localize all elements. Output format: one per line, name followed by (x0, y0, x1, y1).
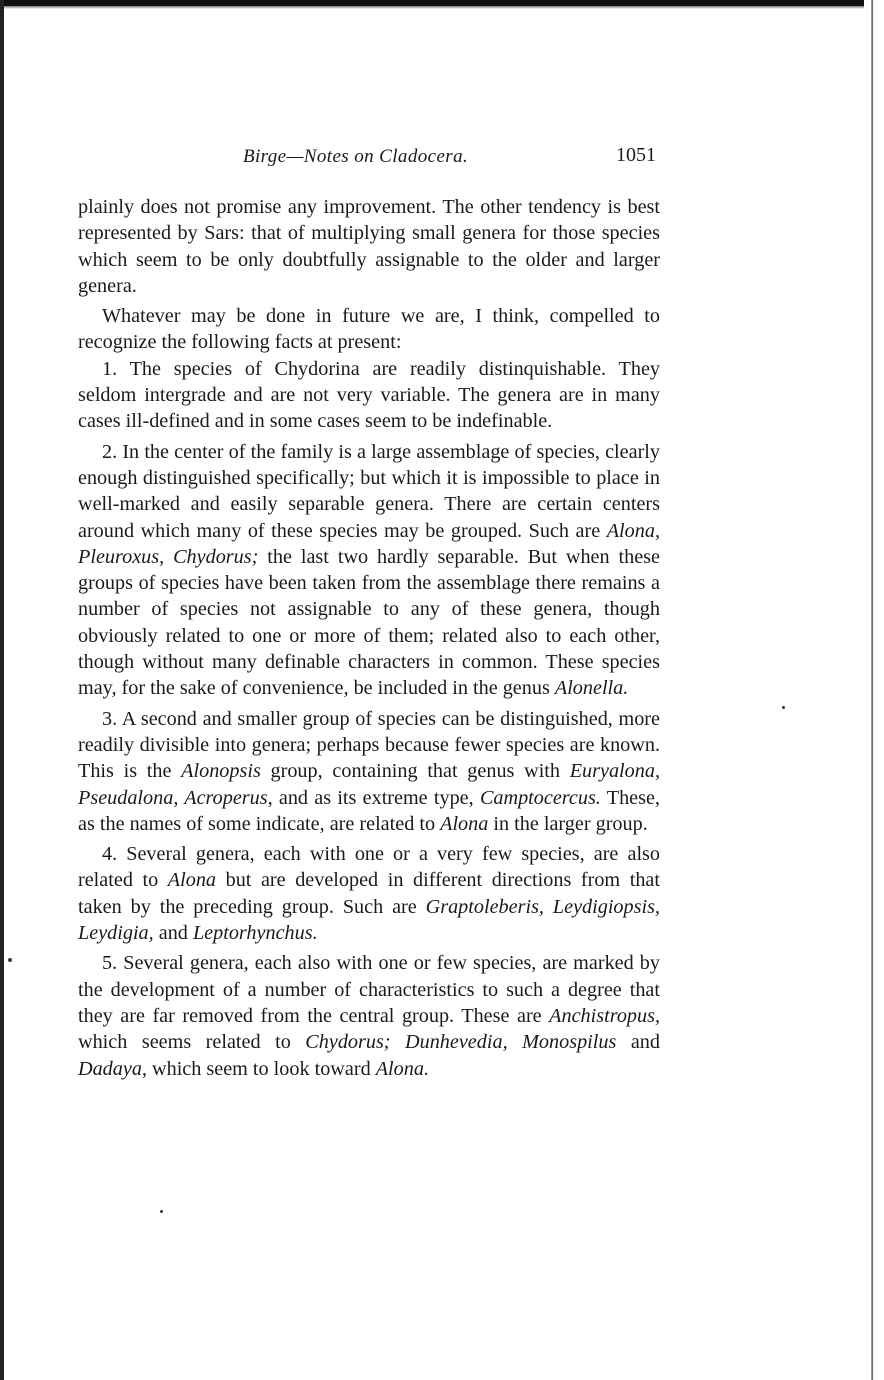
italic-text: Dadaya, (78, 1057, 147, 1080)
text-run: and as its extreme type, (272, 786, 480, 809)
paragraph (78, 841, 660, 946)
italic-text: Graptoleberis, Leydigiopsis, Leydigia, (78, 895, 660, 945)
italic-text: Alonella. (554, 677, 629, 700)
text-run: 4. Several genera, each with one or a very few species, are also related to (78, 843, 660, 892)
scan-top-shadow (0, 6, 884, 9)
paragraph (78, 194, 660, 299)
italic-text: Alona, Pleuroxus, Chydorus; (78, 519, 660, 568)
text-run: plainly does not promise any improvement. The other tendency is best represented by Sars: that of multiplying small genera for those species which seem to be only doubtfully assignable to the older and larger genera. (78, 196, 660, 297)
text-run: and (616, 1031, 660, 1054)
text-run: Whatever may be done in future we are, I think, compelled to recognize the following facts at present: (78, 305, 660, 354)
italic-text: Camptocercus. (479, 786, 601, 809)
scan-right-edge (864, 0, 884, 1380)
italic-text: Alonopsis (181, 760, 261, 783)
paragraph (78, 950, 660, 1081)
scan-speck (782, 706, 785, 709)
text-run: 5. Several genera, each also with one or few species, are marked by the development of a number of characteristics to such a degree that they are far removed from the central group. These are (78, 952, 660, 1027)
italic-text: Euryalona, Pseudalona, Acroperus, (78, 760, 660, 809)
scan-left-edge (0, 0, 4, 1380)
page-header (78, 140, 660, 180)
italic-text: Alona. (375, 1057, 429, 1080)
italic-text: Leptorhynchus. (192, 922, 318, 945)
page (78, 140, 660, 1082)
page-number: 1051 (616, 144, 656, 166)
text-run: 1. The species of Chydorina are readily distinquishable. They seldom intergrade and are not very variable. The genera are in many cases ill-defined and in some cases seem to be indefinable. (78, 357, 660, 433)
scan-speck (8, 958, 12, 962)
text-run: in the larger group. (488, 812, 648, 835)
running-head: Birge—Notes on Cladocera. (243, 146, 469, 167)
text-run: which seem to look toward (146, 1057, 376, 1080)
text-run: These, as the names of some indicate, are related to (78, 786, 660, 835)
text-run: the last two hardly separable. But when these groups of species have been taken from the assemblage there remains a number of species not assignable to any of these genera, though obviously related to one or more of them; related also to each other, though without many definable characters in common. These species may, for the sake of convenience, be included in the genus (78, 545, 661, 700)
text-run: but are developed in different directions from that taken by the preceding group. Such are (78, 869, 660, 918)
paragraph (78, 439, 660, 702)
italic-text: Anchistropus, (549, 1004, 660, 1027)
text-run: and (153, 922, 193, 945)
paragraph (78, 303, 660, 356)
text-run: group, containing that genus with (260, 760, 570, 783)
italic-text: Alona (440, 812, 489, 835)
scan-speck (160, 1210, 163, 1213)
paragraph (78, 706, 660, 837)
paragraph (78, 356, 660, 435)
text-run: 2. In the center of the family is a large assemblage of species, clearly enough distinguished specifically; but which it is impossible to place in well-marked and easily separable genera. There are certain centers around which many of these species may be grouped. Such are (78, 440, 660, 542)
italic-text: Alona (167, 869, 217, 892)
italic-text: Chydorus; Dunhevedia, Monospilus (305, 1031, 617, 1054)
text-run: which seems related to (78, 1031, 306, 1054)
text-run: 3. A second and smaller group of species can be distinguished, more readily divisible into genera; perhaps because fewer species are known. This is the (78, 707, 660, 783)
body-text (78, 194, 660, 1082)
